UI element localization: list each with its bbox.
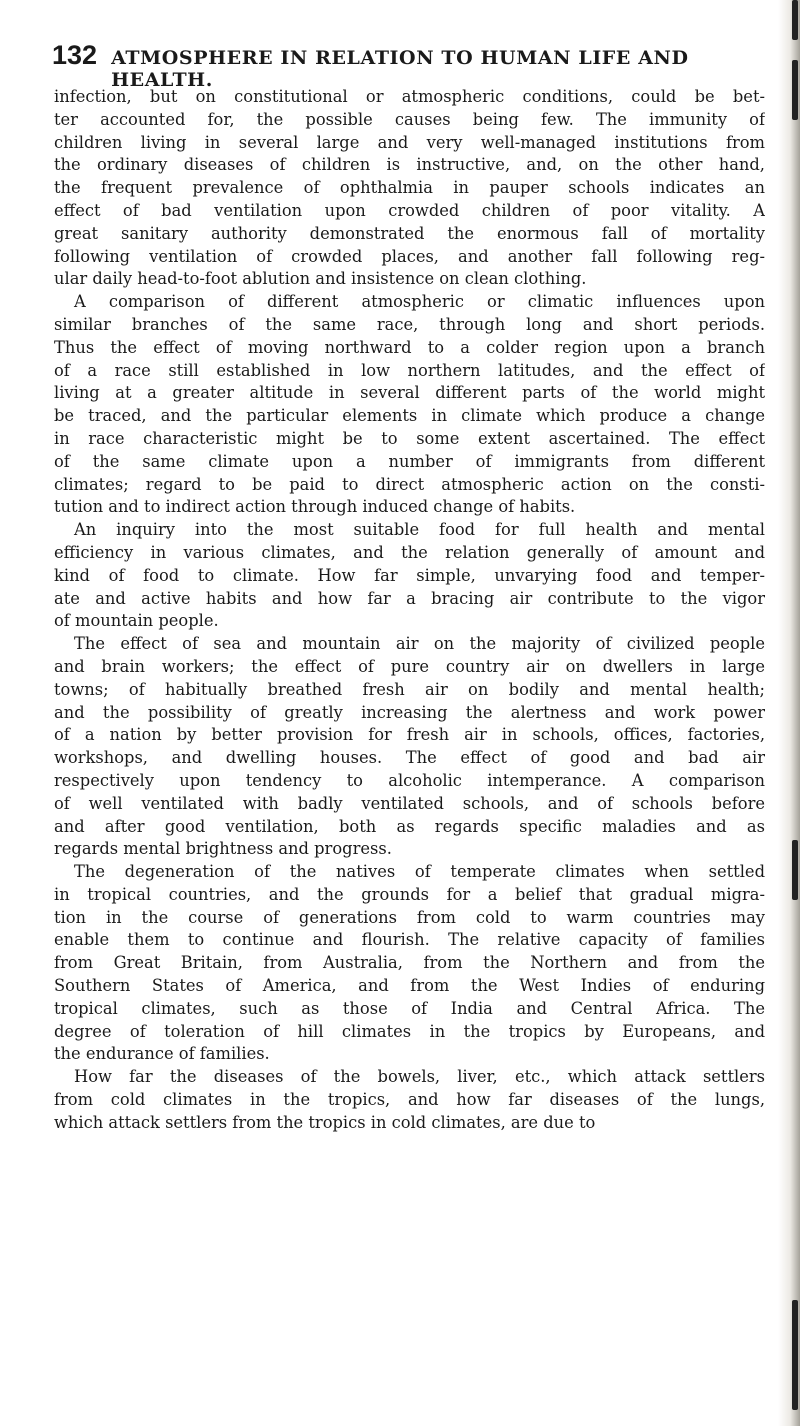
text-line: living at a greater altitude in several different parts of the world might [54, 383, 765, 403]
text-line: of well ventilated with badly ventilated schools, and of schools before [54, 793, 765, 813]
text-line: ate and active habits and how far a bracing air contribute to the vigor [54, 588, 765, 608]
text-line: in tropical countries, and the grounds for a belief that gradual migra- [54, 884, 765, 904]
text-line: Thus the effect of moving northward to a colder region upon a branch [54, 337, 765, 357]
text-line: which attack settlers from the tropics in cold climates, are due to [54, 1112, 596, 1132]
text-line: workshops, and dwelling houses. The effect of good and bad air [54, 748, 765, 768]
text-line: and after good ventilation, both as regards specific maladies and as [54, 816, 765, 836]
text-line: ter accounted for, the possible causes being few. The immunity of [54, 109, 765, 129]
text-line: of mountain people. [54, 611, 219, 631]
text-line: be traced, and the particular elements in climate which produce a change [54, 406, 765, 426]
text-line: and brain workers; the effect of pure country air on dwellers in large [54, 656, 765, 676]
text-line: regards mental brightness and progress. [54, 839, 392, 859]
text-line: effect of bad ventilation upon crowded children of poor vitality. A [54, 200, 765, 220]
text-line: the endurance of families. [54, 1044, 270, 1064]
text-line: great sanitary authority demonstrated the enormous fall of mortality [54, 223, 765, 243]
paragraph-first-line: How far the diseases of the bowels, liver, etc., which attack settlers [74, 1067, 765, 1087]
paragraph-first-line: An inquiry into the most suitable food for full health and mental [74, 520, 765, 540]
paragraph-first-line: The degeneration of the natives of temperate climates when settled [74, 862, 765, 882]
text-line: tropical climates, such as those of India and Central Africa. The [54, 998, 765, 1018]
text-line: efficiency in various climates, and the relation generally of amount and [54, 542, 765, 562]
page-edge-mark [792, 0, 798, 40]
text-line: children living in several large and very well-managed institutions from [54, 132, 765, 152]
text-line: the ordinary diseases of children is instructive, and, on the other hand, [54, 155, 765, 175]
body-text [54, 86, 765, 1135]
page-edge-shadow [778, 0, 800, 1426]
text-line: ular daily head-to-foot ablution and insistence on clean clothing. [54, 269, 587, 289]
text-line: kind of food to climate. How far simple, unvarying food and temper- [54, 565, 765, 585]
page-number: 132 [52, 40, 98, 70]
page-edge-mark [792, 60, 798, 120]
text-line: of the same climate upon a number of immigrants from different [54, 451, 765, 471]
text-line: of a nation by better provision for fresh air in schools, offices, factories, [54, 725, 765, 745]
page-edge-mark [792, 1300, 798, 1410]
text-line: infection, but on constitutional or atmospheric conditions, could be bet- [54, 87, 765, 106]
text-line: climates; regard to be paid to direct atmospheric action on the consti- [54, 474, 765, 494]
text-line: and the possibility of greatly increasing the alertness and work power [54, 702, 765, 722]
text-line: in race characteristic might be to some extent ascertained. The effect [54, 428, 765, 448]
running-head-title: ATMOSPHERE IN RELATION TO HUMAN LIFE AND HEALTH. [111, 47, 689, 91]
text-line: from Great Britain, from Australia, from the Northern and from the [54, 953, 765, 973]
text-line: similar branches of the same race, through long and short periods. [54, 314, 765, 334]
page-edge-mark [792, 840, 798, 900]
paragraph-first-line: A comparison of different atmospheric or climatic influences upon [74, 292, 765, 312]
text-line: tion in the course of generations from cold to warm countries may [54, 907, 765, 927]
text-line: Southern States of America, and from the West Indies of enduring [54, 976, 765, 996]
running-head [52, 40, 768, 91]
paragraph-first-line: The effect of sea and mountain air on the majority of civilized people [74, 634, 765, 654]
text-line: tution and to indirect action through induced change of habits. [54, 497, 576, 517]
text-line: towns; of habitually breathed fresh air on bodily and mental health; [54, 679, 765, 699]
text-line: degree of toleration of hill climates in the tropics by Europeans, and [54, 1021, 765, 1041]
text-line: respectively upon tendency to alcoholic intemperance. A comparison [54, 770, 765, 790]
text-line: of a race still established in low northern latitudes, and the effect of [54, 360, 765, 380]
text-line: from cold climates in the tropics, and how far diseases of the lungs, [54, 1090, 765, 1110]
text-line: following ventilation of crowded places, and another fall following reg- [54, 246, 765, 266]
text-line: the frequent prevalence of ophthalmia in pauper schools indicates an [54, 178, 765, 198]
text-line: enable them to continue and flourish. The relative capacity of families [54, 930, 765, 950]
